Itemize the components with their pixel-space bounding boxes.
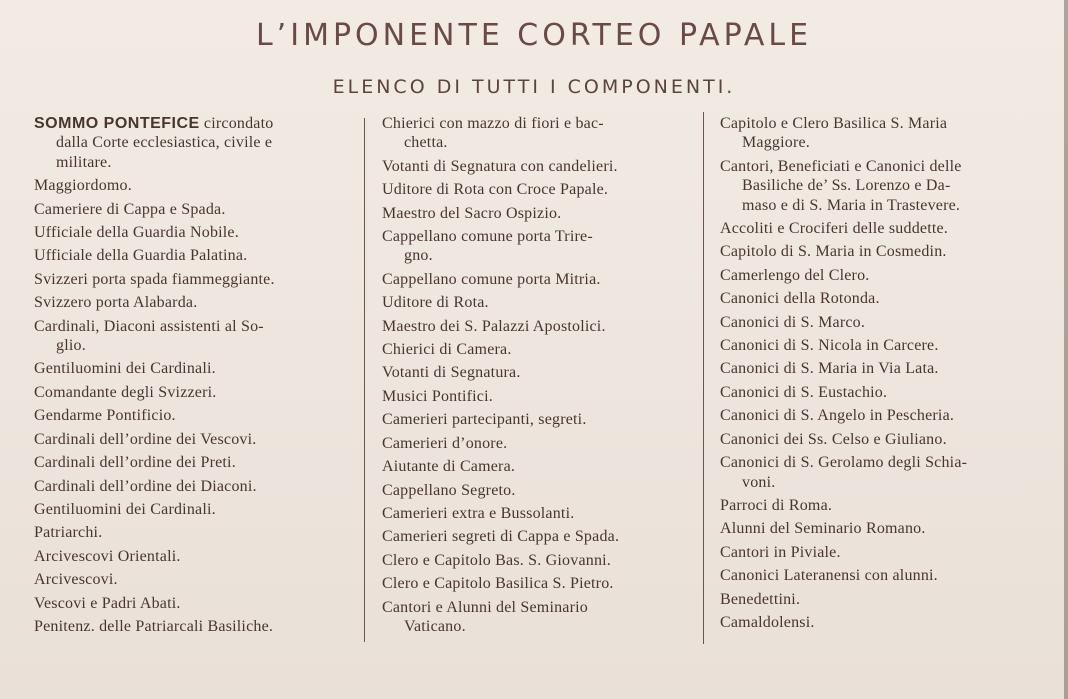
list-item (720, 264, 1040, 287)
page-title: L’IMPONENTE CORTEO PAPALE (255, 18, 813, 53)
list-item-line: Maestro del Sacro Ospizio. (382, 204, 562, 222)
list-item (720, 287, 1040, 310)
list-item (34, 381, 354, 404)
list-item-line: glio. (56, 337, 86, 355)
list-item (34, 174, 354, 197)
list-item-line: Cameriere di Cappa e Spada. (34, 200, 226, 218)
list-item-line: Chierici con mazzo di fiori e bac- (382, 115, 604, 132)
list-item (34, 244, 354, 267)
list-item-line: Ufficiale della Guardia Palatina. (34, 247, 248, 265)
list-item (382, 572, 692, 595)
list-item-line: Canonici Lateranensi con alunni. (720, 567, 938, 585)
list-item-line: Camerieri extra e Bussolanti. (382, 504, 575, 522)
list-item (34, 451, 354, 474)
list-item (720, 494, 1040, 517)
list-item (382, 596, 692, 639)
list-item (382, 502, 692, 525)
card-edge (1064, 0, 1068, 699)
list-item (720, 564, 1040, 587)
list-item (720, 155, 1040, 217)
list-item (34, 568, 354, 591)
component-list (0, 112, 1068, 672)
pontiff-heading: SOMMO PONTEFICE (34, 115, 200, 132)
list-item-line: Maestro dei S. Palazzi Apostolici. (382, 317, 606, 335)
list-item (382, 315, 692, 338)
list-item-line: maso e di S. Maria in Trastevere. (742, 196, 961, 214)
list-item (720, 381, 1040, 404)
list-item-line: Cardinali dell’ordine dei Preti. (34, 454, 236, 472)
list-item (34, 112, 354, 174)
list-item (382, 408, 692, 431)
list-item-line: Camerieri d’onore. (382, 434, 508, 452)
list-item-line: Cappellano comune porta Trire- (382, 228, 593, 246)
list-item-line: Clero e Capitolo Basilica S. Pietro. (382, 575, 614, 593)
list-item-line: Gentiluomini dei Cardinali. (34, 360, 216, 378)
list-item-line: Camerieri segreti di Cappa e Spada. (382, 528, 620, 546)
list-item-line: Cantori e Alunni del Seminario (382, 598, 588, 616)
list-column (720, 112, 1040, 634)
list-item-line: Cardinali dell’ordine dei Vescovi. (34, 430, 257, 448)
list-item (382, 225, 692, 268)
list-item-line: Canonici della Rotonda. (720, 290, 880, 308)
list-item (34, 268, 354, 291)
list-item-line: Vaticano. (404, 617, 466, 635)
list-item-line: Canonici dei Ss. Celso e Giuliano. (720, 430, 947, 448)
list-item-line: Arcivescovi. (34, 571, 118, 589)
list-item-line: Accoliti e Crociferi delle suddette. (720, 220, 949, 238)
list-item-line: Ufficiale della Guardia Nobile. (34, 224, 239, 242)
list-item-line: Cappellano Segreto. (382, 481, 516, 499)
list-item-line: Maggiordomo. (34, 177, 132, 195)
list-item-line: chetta. (404, 134, 448, 152)
list-item-line: gno. (404, 247, 433, 265)
list-item (382, 361, 692, 384)
list-item (720, 404, 1040, 427)
list-item (382, 202, 692, 225)
list-item (720, 334, 1040, 357)
list-item-line: Svizzero porta Alabarda. (34, 294, 198, 312)
list-item-line: Camaldolensi. (720, 613, 815, 631)
list-item (720, 217, 1040, 240)
list-item-line: Arcivescovi Orientali. (34, 547, 181, 565)
list-item (382, 479, 692, 502)
list-item-line: Votanti di Segnatura con candelieri. (382, 157, 618, 175)
list-item-line: Aiutante di Camera. (382, 458, 516, 476)
list-item-line: Musici Pontifici. (382, 387, 493, 405)
list-item (382, 268, 692, 291)
list-item (34, 592, 354, 615)
list-item (382, 385, 692, 408)
list-item-line: Gentiluomini dei Cardinali. (34, 500, 216, 518)
list-item (720, 428, 1040, 451)
list-item (382, 455, 692, 478)
list-item-line: Camerlengo del Clero. (720, 266, 870, 284)
list-item-line: Capitolo e Clero Basilica S. Maria (720, 115, 948, 132)
list-item-line: Canonici di S. Nicola in Carcere. (720, 337, 939, 355)
list-item (34, 198, 354, 221)
list-item-line: Alunni del Seminario Romano. (720, 520, 926, 538)
list-item (720, 240, 1040, 263)
list-item (720, 112, 1040, 155)
list-item-line: Cappellano comune porta Mitria. (382, 270, 601, 288)
list-item (720, 311, 1040, 334)
list-column (34, 112, 354, 638)
list-item-line: Basiliche de’ Ss. Lorenzo e Da- (742, 177, 951, 195)
list-item (720, 541, 1040, 564)
list-item (720, 451, 1040, 494)
list-item-line: Canonici di S. Eustachio. (720, 383, 888, 401)
list-item-line: Camerieri partecipanti, segreti. (382, 411, 587, 429)
list-item-line: Cardinali, Diaconi assistenti al So- (34, 317, 264, 335)
list-item-line: Votanti di Segnatura. (382, 364, 521, 382)
list-item-line: Canonici di S. Marco. (720, 313, 866, 331)
list-item-line: dalla Corte ecclesiastica, civile e (56, 134, 273, 152)
list-item (382, 549, 692, 572)
list-item-line: Canonici di S. Gerolamo degli Schia- (720, 454, 968, 472)
list-item (382, 432, 692, 455)
list-item (34, 404, 354, 427)
list-item-line: Benedettini. (720, 590, 801, 608)
list-item (720, 588, 1040, 611)
list-item-line: Gendarme Pontificio. (34, 407, 176, 425)
list-item (382, 155, 692, 178)
list-item-line: Chierici di Camera. (382, 341, 512, 359)
list-column (382, 112, 692, 638)
list-item-line: Clero e Capitolo Bas. S. Giovanni. (382, 551, 612, 569)
list-item-line: Canonici di S. Angelo in Pescheria. (720, 407, 955, 425)
list-item (720, 357, 1040, 380)
list-item-line: Patriarchi. (34, 524, 103, 542)
list-item (34, 615, 354, 638)
list-item (382, 338, 692, 361)
list-item (34, 475, 354, 498)
list-item-line: Cardinali dell’ordine dei Diaconi. (34, 477, 257, 495)
list-item-line: Comandante degli Svizzeri. (34, 383, 217, 401)
list-item-line: Parroci di Roma. (720, 496, 833, 514)
list-item-line: Uditore di Rota. (382, 294, 489, 312)
list-item (34, 221, 354, 244)
list-item (34, 315, 354, 358)
list-item-line: Maggiore. (742, 134, 811, 152)
list-item (382, 112, 692, 155)
list-item-line: Penitenz. delle Patriarcali Basiliche. (34, 617, 274, 635)
list-item (34, 498, 354, 521)
list-item-text: circondato (199, 115, 274, 132)
list-item (34, 291, 354, 314)
list-item (34, 545, 354, 568)
list-item-line: voni. (742, 473, 776, 491)
list-item (34, 357, 354, 380)
list-item-line: Cantori in Piviale. (720, 543, 841, 561)
list-item-line: Vescovi e Padri Abati. (34, 594, 181, 612)
list-item (34, 428, 354, 451)
list-item-line: Svizzeri porta spada fiammeggiante. (34, 270, 275, 288)
list-item-line: Capitolo di S. Maria in Cosmedin. (720, 243, 947, 261)
list-item (720, 517, 1040, 540)
list-item-line: Cantori, Beneficiati e Canonici delle (720, 157, 962, 175)
list-item (34, 521, 354, 544)
list-item-line: Uditore di Rota con Croce Papale. (382, 181, 609, 199)
page-subtitle: ELENCO DI TUTTI I COMPONENTI. (332, 76, 736, 98)
list-item-line: militare. (56, 153, 112, 171)
list-item (382, 291, 692, 314)
list-item (720, 611, 1040, 634)
list-item-line: Canonici di S. Maria in Via Lata. (720, 360, 939, 378)
list-item (382, 178, 692, 201)
list-item (382, 525, 692, 548)
